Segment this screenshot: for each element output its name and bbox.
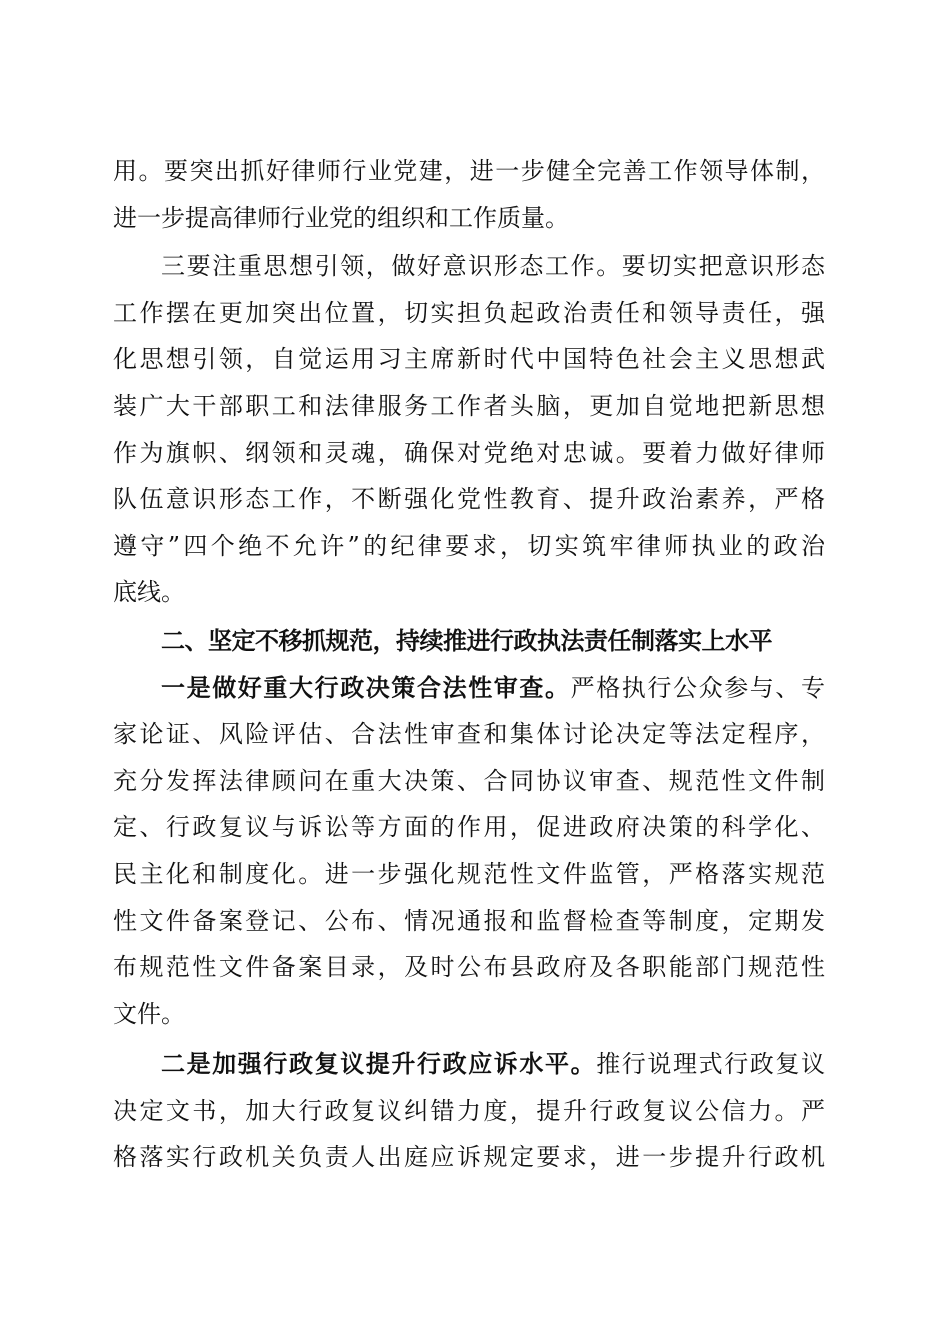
text-line: 三要注重思想引领，做好意识形态工作。要切实把意识形态 — [161, 252, 825, 281]
text-line: 化思想引领，自觉运用习主席新时代中国特色社会主义思想武 — [113, 345, 825, 374]
paragraph-lead: 一是做好重大行政决策合法性审查。 — [161, 672, 571, 702]
text-line — [113, 665, 825, 712]
text-line: 充分发挥法律顾问在重大决策、合同协议审查、规范性文件制 — [113, 766, 825, 795]
text-line: 用。要突出抓好律师行业党建，进一步健全完善工作领导体制， — [113, 157, 825, 185]
document-body — [113, 148, 825, 1181]
text-line: 进一步提高律师行业党的组织和工作质量。 — [113, 203, 569, 232]
paragraph-lead-rest: 推行说理式行政复议 — [596, 1050, 826, 1079]
text-line: 作为旗帜、纲领和灵魂，确保对党绝对忠诚。要着力做好律师 — [113, 438, 825, 467]
text-line: 布规范性文件备案目录，及时公布县政府及各职能部门规范性 — [113, 953, 825, 982]
text-line: 家论证、风险评估、合法性审查和集体讨论决定等法定程序， — [113, 720, 825, 749]
paragraph-lead: 二是加强行政复议提升行政应诉水平。 — [161, 1049, 597, 1079]
paragraph-ideology — [113, 243, 825, 616]
text-line — [113, 1041, 825, 1088]
paragraph-continuation — [113, 148, 825, 241]
text-line: 遵守”四个绝不允许”的纪律要求，切实筑牢律师执业的政治 — [113, 531, 825, 560]
text-line: 格落实行政机关负责人出庭应诉规定要求，进一步提升行政机 — [113, 1143, 825, 1172]
text-line: 民主化和制度化。进一步强化规范性文件监管，严格落实规范 — [113, 859, 825, 888]
text-line: 底线。 — [113, 578, 185, 607]
paragraph-lead-rest: 严格执行公众参与、专 — [570, 673, 826, 702]
paragraph-decision-review — [113, 665, 825, 1038]
text-line: 定、行政复议与诉讼等方面的作用，促进政府决策的科学化、 — [113, 813, 825, 842]
text-line: 性文件备案登记、公布、情况通报和监督检查等制度，定期发 — [113, 906, 825, 935]
section-heading: 二、坚定不移抓规范，持续推进行政执法责任制落实上水平 — [161, 626, 772, 655]
paragraph-administrative-review — [113, 1041, 825, 1181]
text-line: 文件。 — [113, 999, 185, 1028]
text-line: 决定文书，加大行政复议纠错力度，提升行政复议公信力。严 — [113, 1096, 825, 1125]
text-line: 队伍意识形态工作，不断强化党性教育、提升政治素养，严格 — [113, 485, 825, 514]
text-line: 装广大干部职工和法律服务工作者头脑，更加自觉地把新思想 — [113, 391, 825, 420]
text-line: 工作摆在更加突出位置，切实担负起政治责任和领导责任，强 — [113, 298, 825, 327]
